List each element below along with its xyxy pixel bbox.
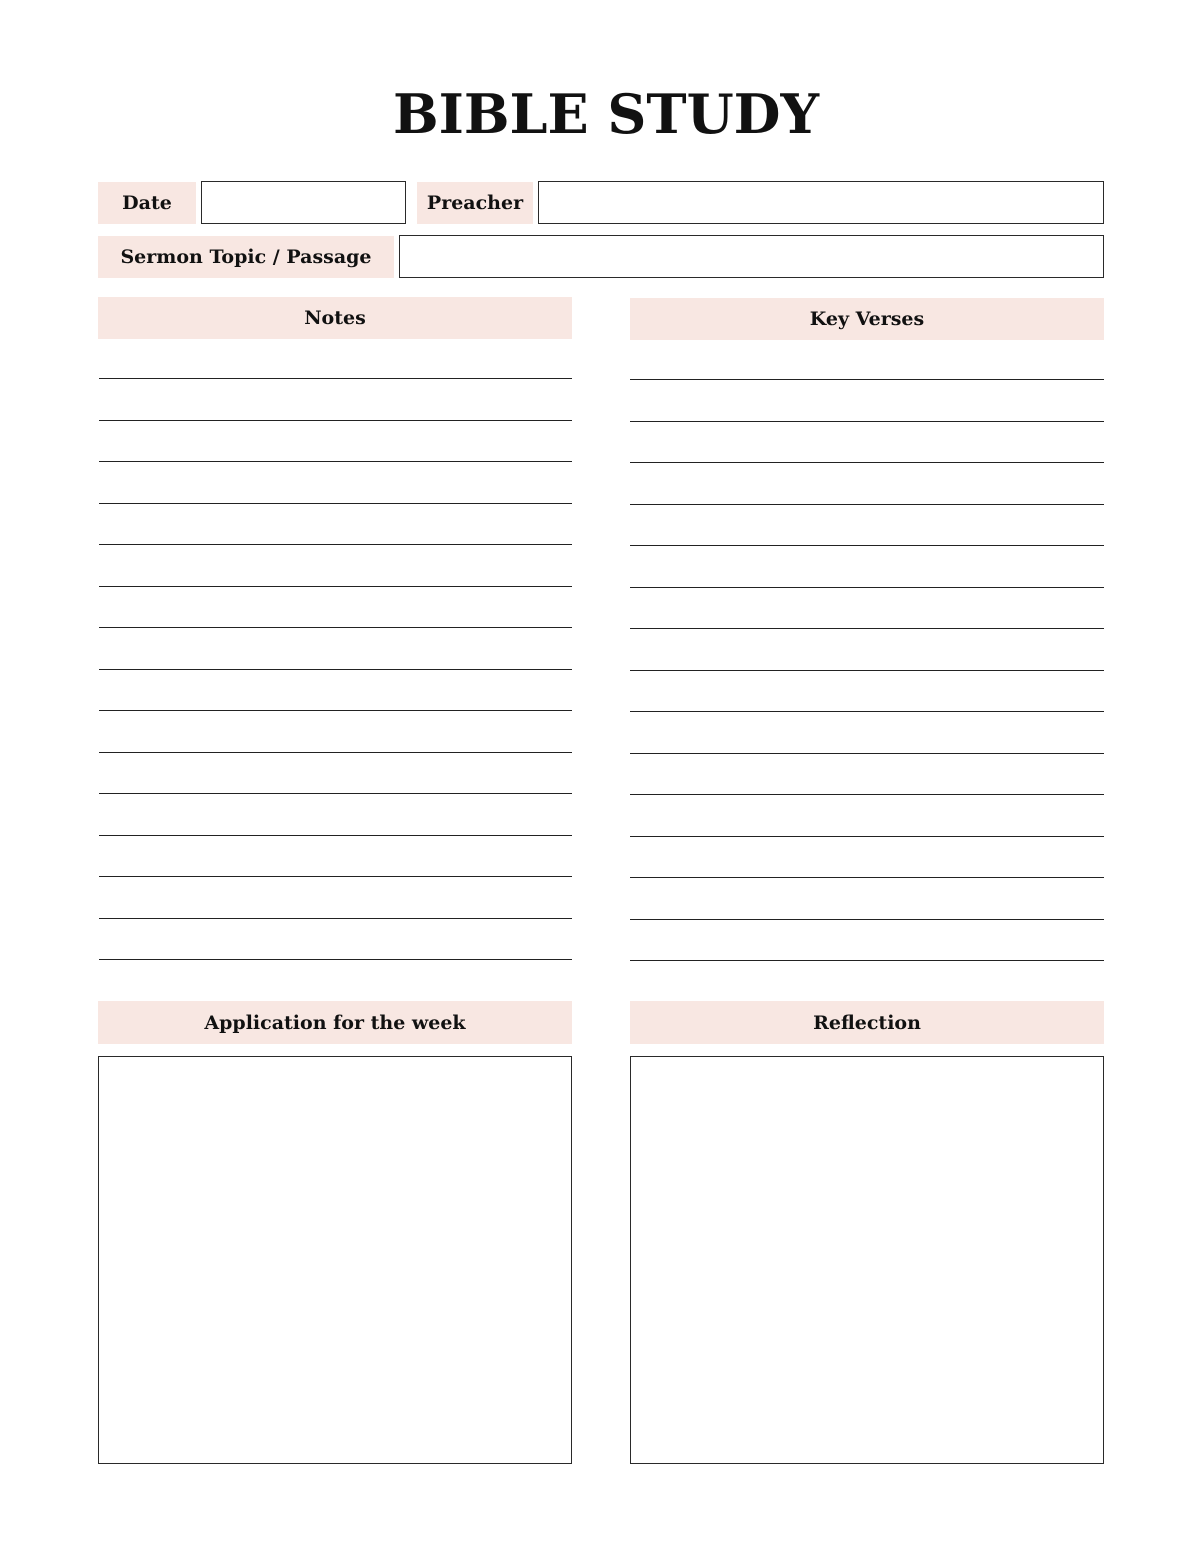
notes-line [99,710,572,711]
key-verses-line [630,794,1104,795]
notes-line [99,669,572,670]
page-title: BIBLE STUDY [392,82,820,146]
notes-header: Notes [98,297,572,339]
sermon-topic-label: Sermon Topic / Passage [98,236,394,278]
notes-line [99,544,572,545]
key-verses-line [630,587,1104,588]
preacher-field[interactable] [538,181,1104,224]
notes-line [99,959,572,960]
notes-line [99,586,572,587]
notes-line [99,752,572,753]
key-verses-line [630,877,1104,878]
key-verses-line [630,504,1104,505]
reflection-box[interactable] [630,1056,1104,1464]
notes-line [99,378,572,379]
notes-line [99,793,572,794]
key-verses-line [630,462,1104,463]
date-field[interactable] [201,181,406,224]
reflection-header: Reflection [630,1001,1104,1044]
key-verses-line [630,836,1104,837]
key-verses-line [630,628,1104,629]
key-verses-lines[interactable] [630,379,1104,969]
notes-line [99,503,572,504]
preacher-label: Preacher [417,182,533,224]
notes-line [99,420,572,421]
key-verses-line [630,670,1104,671]
notes-line [99,876,572,877]
key-verses-line [630,960,1104,961]
key-verses-line [630,545,1104,546]
notes-line [99,627,572,628]
notes-lines[interactable] [99,378,572,968]
sermon-topic-field[interactable] [399,235,1104,278]
notes-line [99,461,572,462]
key-verses-header: Key Verses [630,298,1104,340]
key-verses-line [630,753,1104,754]
key-verses-line [630,421,1104,422]
notes-line [99,918,572,919]
key-verses-line [630,919,1104,920]
key-verses-line [630,711,1104,712]
application-header: Application for the week [98,1001,572,1044]
key-verses-line [630,379,1104,380]
notes-line [99,835,572,836]
application-box[interactable] [98,1056,572,1464]
date-label: Date [98,182,196,224]
